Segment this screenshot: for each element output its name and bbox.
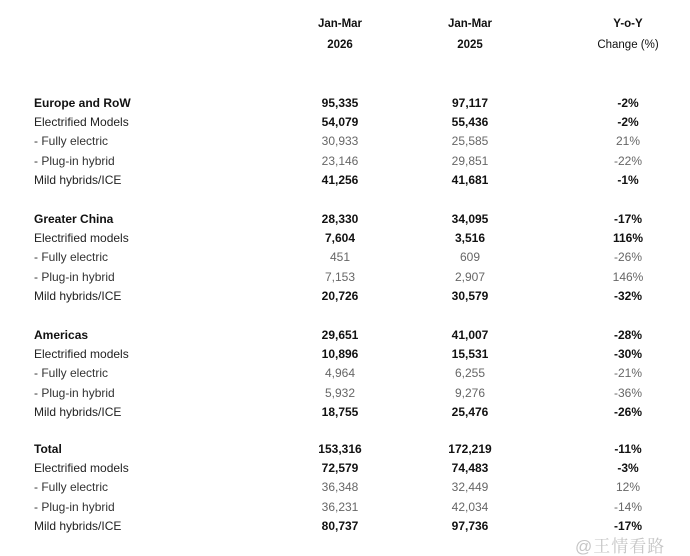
row-label: Europe and RoW — [34, 96, 131, 110]
table-row — [0, 403, 690, 422]
value-2025: 41,681 — [451, 172, 489, 187]
table-row — [0, 94, 690, 113]
value-2026: 10,896 — [321, 347, 359, 362]
value-2025: 6,255 — [454, 366, 486, 381]
yoy-change: 146% — [612, 269, 644, 284]
yoy-change: -17% — [613, 212, 642, 226]
table-row — [0, 268, 690, 287]
table-row — [0, 364, 690, 383]
value-2026: 72,579 — [321, 461, 359, 476]
table-row — [0, 440, 690, 459]
value-2026: 4,964 — [324, 366, 356, 381]
table-row — [0, 326, 690, 345]
yoy-change: -26% — [613, 404, 642, 419]
value-2025: 32,449 — [451, 480, 489, 495]
value-2026: 5,932 — [324, 385, 356, 400]
row-label: Mild hybrids/ICE — [34, 518, 122, 533]
value-2026: 451 — [329, 250, 351, 265]
row-label: Electrified models — [34, 461, 129, 476]
row-label: Mild hybrids/ICE — [34, 404, 122, 419]
row-label: - Plug-in hybrid — [34, 499, 115, 514]
value-2026: 41,256 — [321, 172, 359, 187]
yoy-change: -28% — [613, 328, 642, 342]
row-label: - Plug-in hybrid — [34, 153, 115, 168]
table-row — [0, 478, 690, 497]
value-2025: 41,007 — [451, 328, 489, 342]
value-2025: 55,436 — [451, 115, 489, 130]
table-row — [0, 229, 690, 248]
yoy-change: -30% — [613, 347, 642, 362]
table-row — [0, 498, 690, 517]
value-2025: 74,483 — [451, 461, 489, 476]
yoy-change: -2% — [617, 96, 639, 110]
value-2025: 25,476 — [451, 404, 489, 419]
table-row — [0, 459, 690, 478]
yoy-change: -14% — [613, 499, 642, 514]
yoy-change: 116% — [612, 231, 644, 246]
table-row — [0, 517, 690, 536]
row-label: - Plug-in hybrid — [34, 269, 115, 284]
row-label: - Fully electric — [34, 250, 109, 265]
yoy-change: -11% — [614, 442, 642, 456]
table-row — [0, 210, 690, 229]
header-col-2025 — [410, 14, 530, 56]
table-row — [0, 287, 690, 306]
row-label: Electrified Models — [34, 115, 129, 130]
value-2026: 153,316 — [318, 442, 362, 456]
table-row — [0, 152, 690, 171]
table-row — [0, 345, 690, 364]
header-change: Change (%) — [597, 39, 659, 51]
table-row — [0, 113, 690, 132]
value-2026: 80,737 — [321, 518, 359, 533]
value-2025: 3,516 — [454, 231, 486, 246]
value-2026: 23,146 — [321, 153, 359, 168]
value-2025: 2,907 — [454, 269, 486, 284]
header-yoy: Y-o-Y — [613, 18, 643, 30]
yoy-change: -36% — [613, 385, 642, 400]
value-2025: 42,034 — [451, 499, 489, 514]
yoy-change: -26% — [613, 250, 642, 265]
yoy-change: -1% — [617, 172, 639, 187]
value-2025: 97,117 — [451, 96, 489, 110]
value-2026: 54,079 — [321, 115, 359, 130]
value-2025: 97,736 — [451, 518, 489, 533]
row-label: - Fully electric — [34, 366, 109, 381]
header-period: Jan-Mar — [447, 18, 493, 30]
yoy-change: -32% — [613, 288, 642, 303]
row-label: - Plug-in hybrid — [34, 385, 115, 400]
yoy-change: -3% — [617, 461, 639, 476]
value-2026: 7,153 — [324, 269, 356, 284]
header-year: 2026 — [327, 39, 353, 51]
value-2025: 30,579 — [451, 288, 489, 303]
yoy-change: 12% — [615, 480, 641, 495]
value-2025: 9,276 — [454, 385, 486, 400]
table-row — [0, 171, 690, 190]
header-year: 2025 — [457, 39, 483, 51]
yoy-change: -17% — [613, 518, 642, 533]
value-2026: 95,335 — [321, 96, 359, 110]
header-col-2026 — [280, 14, 400, 56]
row-label: Mild hybrids/ICE — [34, 288, 122, 303]
row-label: - Fully electric — [34, 134, 109, 149]
value-2025: 25,585 — [451, 134, 489, 149]
value-2026: 36,348 — [321, 480, 359, 495]
table-row — [0, 132, 690, 151]
table-row — [0, 384, 690, 403]
yoy-change: -2% — [617, 115, 639, 130]
value-2026: 36,231 — [321, 499, 359, 514]
row-label: Greater China — [34, 212, 114, 226]
value-2026: 18,755 — [321, 404, 359, 419]
value-2026: 30,933 — [321, 134, 359, 149]
yoy-change: -21% — [613, 366, 642, 381]
row-label: Electrified models — [34, 347, 129, 362]
value-2025: 29,851 — [451, 153, 489, 168]
value-2025: 172,219 — [448, 442, 492, 456]
value-2026: 28,330 — [321, 212, 359, 226]
value-2026: 20,726 — [321, 288, 359, 303]
header-col-yoy — [568, 14, 688, 56]
value-2025: 609 — [459, 250, 481, 265]
value-2025: 34,095 — [451, 212, 489, 226]
watermark: @王情看路 — [575, 537, 666, 556]
row-label: - Fully electric — [34, 480, 109, 495]
row-label: Mild hybrids/ICE — [34, 172, 122, 187]
table-row — [0, 248, 690, 267]
row-label: Electrified models — [34, 231, 129, 246]
yoy-change: -22% — [613, 153, 642, 168]
value-2026: 29,651 — [321, 328, 359, 342]
value-2025: 15,531 — [451, 347, 489, 362]
value-2026: 7,604 — [324, 231, 356, 246]
row-label: Americas — [34, 328, 89, 342]
row-label: Total — [34, 442, 62, 456]
yoy-change: 21% — [615, 134, 641, 149]
header-period: Jan-Mar — [317, 18, 363, 30]
